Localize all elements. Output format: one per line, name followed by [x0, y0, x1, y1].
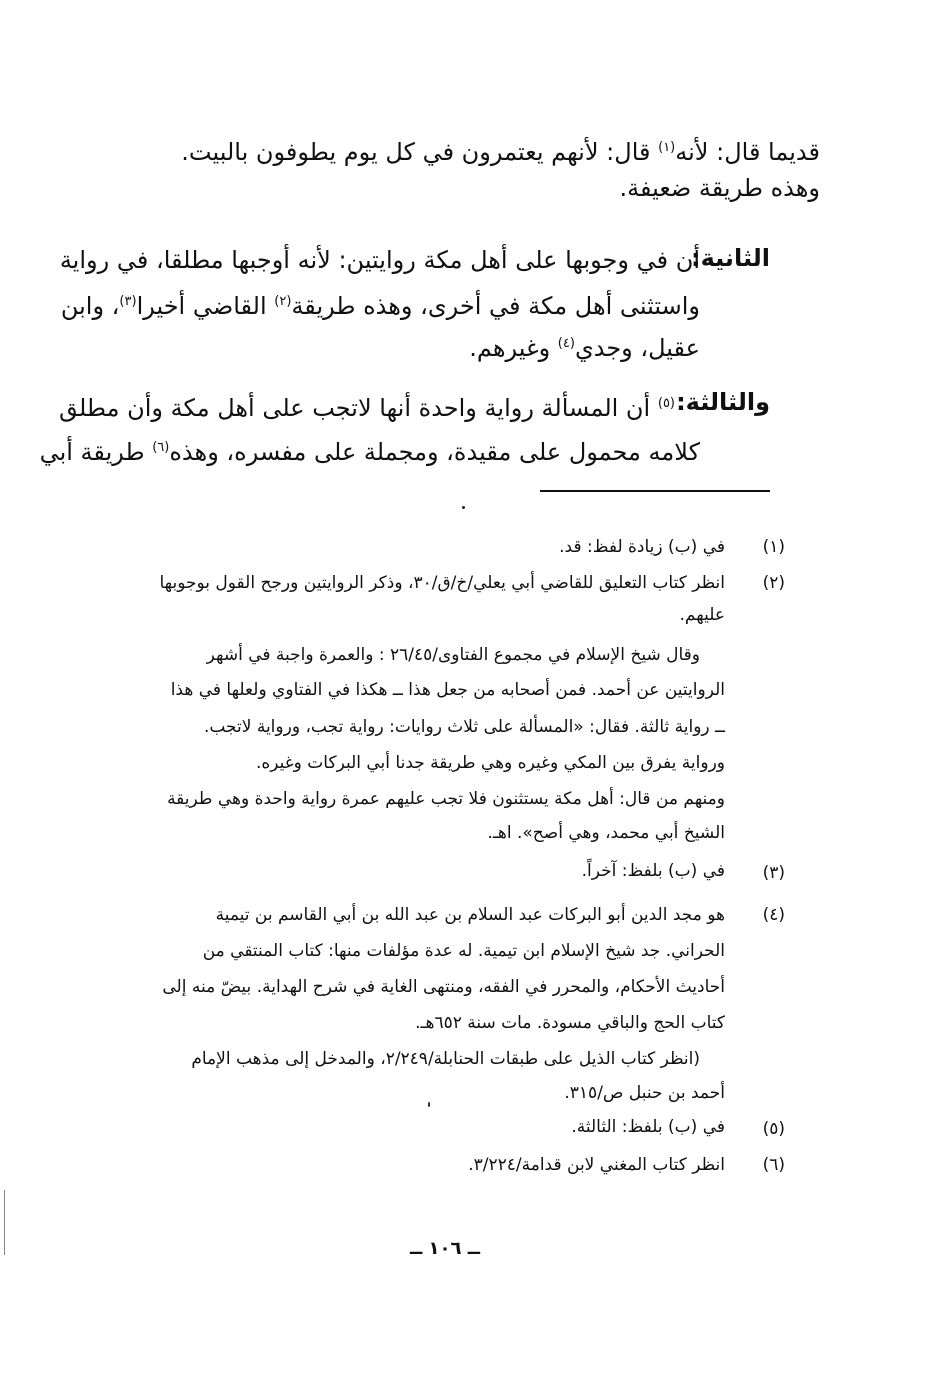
- footnote-text: ورواية يفرق بين المكي وغيره وهي طريقة جدنا أبي البركات وغيره.: [255, 753, 725, 773]
- main-text-segment: أن في وجوبها على أهل مكة روايتين: لأنه أوجبها مطلقا، في رواية: [59, 246, 700, 274]
- footnote-text: أحاديث الأحكام، والمحرر في الفقه، ومنتهى الغاية في شرح الهداية. بيضّ منه إلى: [162, 977, 725, 997]
- main-text-line: [59, 240, 700, 280]
- footnote-divider: [540, 490, 770, 492]
- main-text-segment: قديما قال: لأنه: [675, 138, 820, 166]
- footnote-text: انظر كتاب التعليق للقاضي أبي يعلي/خ/ق/٣٠، وذكر الروايتين ورجح القول بوجوبها: [159, 573, 725, 593]
- footnote-number: (١): [762, 537, 785, 557]
- footnote-text: وقال شيخ الإسلام في مجموع الفتاوى/٢٦/٤٥ : والعمرة واجبة في أشهر: [206, 645, 700, 665]
- footnote-text: الشيخ أبي محمد، وهي أصح». اهـ.: [487, 823, 725, 843]
- section-heading: [676, 382, 770, 422]
- footnote-text: كتاب الحج والباقي مسودة. مات سنة ٦٥٢هـ.: [415, 1013, 725, 1033]
- footnote-text: عليهم.: [679, 605, 725, 625]
- ink-speck: [462, 506, 465, 509]
- main-text-line: [100, 324, 700, 368]
- footnote-text: ــ رواية ثالثة. فقال: «المسألة على ثلاث روايات: رواية تجب، ورواية لاتجب.: [203, 717, 725, 737]
- footnote-text: في (ب) بلفظ: آخراً.: [581, 861, 725, 881]
- main-text-segment: طريقة أبي: [39, 438, 153, 466]
- main-text-line: [39, 428, 700, 472]
- main-text-segment: كلامه محمول على مقيدة، ومجملة على مفسره، وهذه: [169, 438, 700, 466]
- main-text-line: [100, 168, 820, 208]
- footnote-number: (٢): [762, 573, 785, 593]
- footnote-text: انظر كتاب المغني لابن قدامة/٣/٢٢٤.: [468, 1155, 725, 1175]
- footnote-text: ومنهم من قال: أهل مكة يستثنون فلا تجب عليهم عمرة رواية واحدة وهي طريقة: [167, 789, 725, 809]
- footnote-text: الروايتين عن أحمد. فمن أصحابه من جعل هذا ــ هكذا في الفتاوي ولعلها في هذا: [170, 680, 725, 700]
- footnote-ref: (٥): [657, 396, 675, 411]
- footnote-ref: (١): [658, 140, 676, 155]
- main-text-line: [58, 384, 675, 428]
- footnote-ref: (٣): [119, 294, 137, 309]
- footnote-text: (انظر كتاب الذيل على طبقات الحنابلة/٢/٢٤٩، والمدخل إلى مذهب الإمام: [191, 1049, 700, 1069]
- main-text-segment: أن المسألة رواية واحدة أنها لاتجب على أهل مكة وأن مطلق: [58, 394, 658, 422]
- main-text-line: [60, 282, 700, 326]
- footnote-text: في (ب) زيادة لفظ: قد.: [559, 537, 725, 557]
- footnote-text: أحمد بن حنبل ص/٣١٥.: [564, 1083, 725, 1103]
- heading-second: الثانية:: [690, 244, 770, 272]
- heading-third: والثالثة:: [676, 388, 770, 416]
- footnote-text: الحراني. جد شيخ الإسلام ابن تيمية. له عدة مؤلفات منها: كتاب المنتقي من: [202, 941, 725, 961]
- footnote-ref: (٤): [557, 336, 575, 351]
- footnote-number: (٤): [762, 905, 785, 925]
- main-text-segment: وغيرهم.: [469, 334, 558, 362]
- footnote-number: (٣): [762, 863, 785, 883]
- footnote-number: (٥): [762, 1119, 785, 1139]
- section-heading: [691, 238, 770, 278]
- main-text-segment: القاضي أخيرا: [136, 292, 275, 320]
- footnote-ref: (٢): [274, 294, 292, 309]
- main-text-segment: ، وابن: [60, 292, 120, 320]
- main-text-line: [100, 128, 820, 172]
- main-text-segment: عقيل، وجدي: [574, 334, 700, 362]
- footnote-number: (٦): [762, 1155, 785, 1175]
- main-text-segment: واستثنى أهل مكة في أخرى، وهذه طريقة: [291, 292, 700, 320]
- main-text-segment: وهذه طريقة ضعيفة.: [619, 174, 820, 202]
- footnote-text: في (ب) بلفظ: الثالثة.: [571, 1117, 725, 1137]
- footnote-ref: (٦): [152, 440, 170, 455]
- scan-margin-mark: [4, 1190, 11, 1255]
- page-number: ــ ١٠٦ ــ: [409, 1238, 481, 1259]
- footnote-text: هو مجد الدين أبو البركات عبد السلام بن عبد الله بن أبي القاسم بن تيمية: [215, 905, 725, 925]
- main-text-segment: قال: لأنهم يعتمرون في كل يوم يطوفون بالبيت.: [181, 138, 659, 166]
